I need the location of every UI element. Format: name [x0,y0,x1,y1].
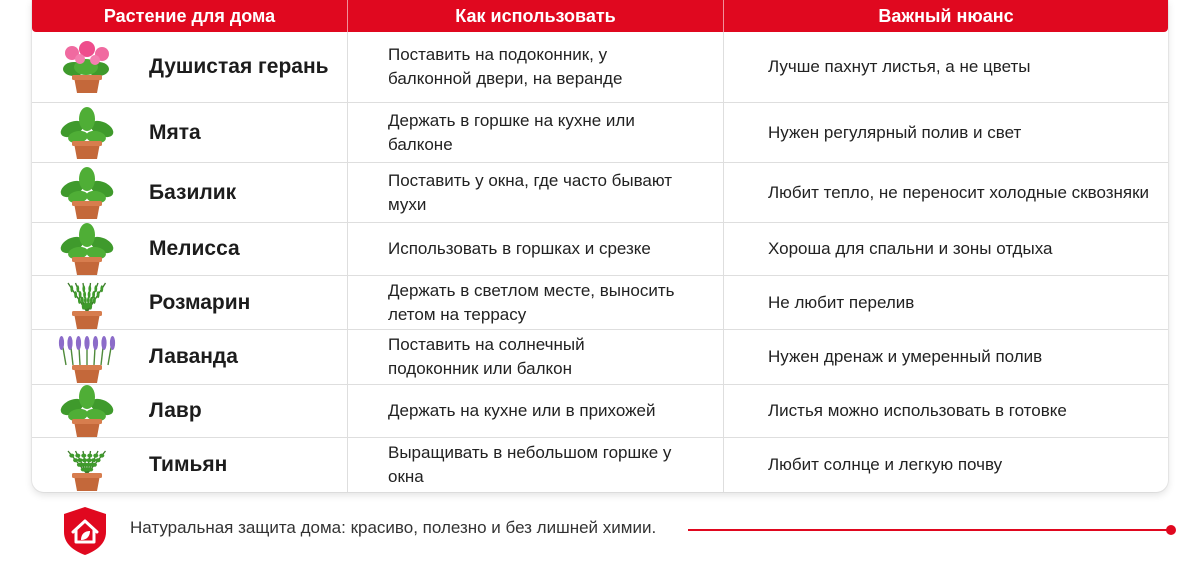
plant-cell [32,438,347,492]
thyme-icon [52,437,122,492]
use-text: Использовать в горшках и срезке [388,239,651,258]
use-cell [347,276,723,329]
header-use: Как использовать [347,0,723,32]
use-cell [347,438,723,492]
note-cell [723,223,1168,275]
note-text: Хороша для спальни и зоны отдыха [768,239,1053,258]
use-cell [347,103,723,162]
table-header [32,0,1168,32]
plant-name: Розмарин [149,290,251,314]
note-cell [723,103,1168,162]
plant-cell [32,385,347,437]
table-row [32,384,1168,437]
note-text: Нужен дренаж и умеренный полив [768,347,1043,366]
table-row [32,275,1168,329]
plant-name: Базилик [149,180,237,204]
note-cell [723,330,1168,384]
note-cell [723,32,1168,102]
note-text: Любит тепло, не переносит холодные сквозняки [768,182,1150,202]
use-text: Выращивать в небольшом горшке у окна [388,443,672,486]
header-note: Важный нюанс [723,0,1168,32]
table-row [32,437,1168,492]
note-cell [723,163,1168,222]
table-row [32,32,1168,102]
plant-cell [32,163,347,222]
plant-cell [32,223,347,275]
table-row [32,222,1168,275]
header-plant: Растение для дома [103,5,276,26]
rosemary-icon [52,275,122,331]
plant-cell [32,276,347,329]
note-text: Нужен регулярный полив и свет [768,122,1022,142]
use-cell [347,385,723,437]
basil-icon [52,165,122,221]
note-cell [723,438,1168,492]
use-text: Поставить у окна, где часто бывают мухи [388,170,673,214]
plant-cell [32,32,347,102]
note-text: Листья можно использовать в готовке [768,401,1067,420]
mint-icon [52,105,122,161]
melissa-icon [52,221,122,277]
use-cell [347,223,723,275]
footer-divider-dot [1166,525,1176,535]
plant-name: Мелисса [149,237,240,260]
use-text: Поставить на подоконник, у балконной двери, на веранде [388,45,623,88]
note-text: Лучше пахнут листья, а не цветы [768,57,1031,76]
plant-cell [32,330,347,384]
footer-divider [688,529,1168,531]
use-text: Держать в горшке на кухне или балконе [388,110,635,154]
lavender-icon [52,329,122,385]
note-cell [723,385,1168,437]
note-text: Не любит перелив [768,292,915,312]
note-cell [723,276,1168,329]
use-cell [347,330,723,384]
geranium-icon [52,39,122,95]
table-row [32,329,1168,384]
note-text: Любит солнце и легкую почву [768,455,1003,474]
use-text: Держать в светлом месте, выносить летом на террасу [388,280,675,324]
plant-cell [32,103,347,162]
footer-text: Натуральная защита дома: красиво, полезно и без лишней химии. [130,518,657,537]
plant-name: Лавр [149,399,202,422]
use-text: Держать на кухне или в прихожей [388,401,656,420]
use-cell [347,163,723,222]
plant-name: Тимьян [149,453,228,476]
laurel-icon [52,383,122,439]
use-cell [347,32,723,102]
plants-table [32,0,1168,492]
home-shield-icon [62,506,108,556]
table-row [32,162,1168,222]
table-row [32,102,1168,162]
plant-name: Душистая герань [149,55,329,78]
plant-name: Мята [149,120,201,144]
plant-name: Лаванда [149,345,238,368]
use-text: Поставить на солнечный подоконник или балкон [388,335,585,378]
